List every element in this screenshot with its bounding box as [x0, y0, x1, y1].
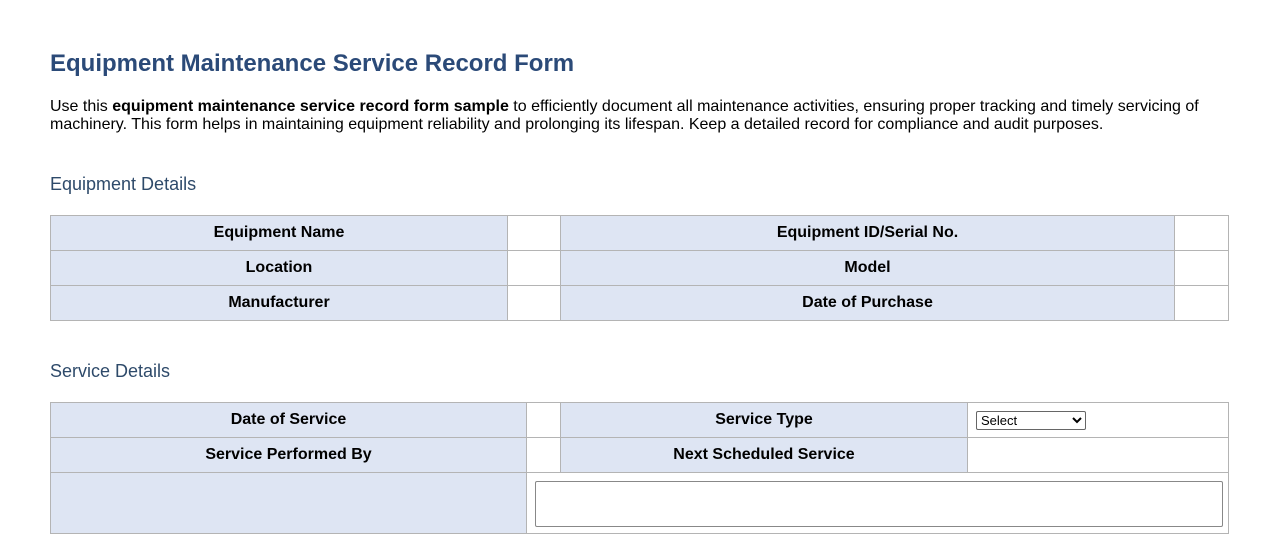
date-of-service-label: Date of Service	[51, 403, 527, 438]
service-performed-by-label: Service Performed By	[51, 438, 527, 473]
intro-bold: equipment maintenance service record form sample	[112, 98, 509, 115]
service-details-table	[50, 402, 1229, 534]
date-of-purchase-field[interactable]	[1175, 286, 1229, 321]
service-type-select[interactable]	[976, 411, 1086, 430]
equipment-id-field[interactable]	[1175, 216, 1229, 251]
service-type-label: Service Type	[561, 403, 968, 438]
equipment-details-table	[50, 215, 1229, 321]
manufacturer-field[interactable]	[508, 286, 561, 321]
next-scheduled-service-field[interactable]	[968, 438, 1229, 473]
service-type-cell	[968, 403, 1229, 438]
description-label	[51, 473, 527, 534]
intro-text	[50, 98, 1228, 134]
model-field[interactable]	[1175, 251, 1229, 286]
table-row	[51, 403, 1229, 438]
date-of-purchase-label: Date of Purchase	[561, 286, 1175, 321]
table-row	[51, 216, 1229, 251]
intro-suffix: to efficiently document all maintenance activities, ensuring proper tracking and timely servicing of machinery. This form helps in maintaining equipment reliability and prolonging its lifespan. Keep a detailed record for compliance and audit purposes.	[50, 98, 1199, 133]
table-row	[51, 438, 1229, 473]
table-row	[51, 473, 1229, 534]
table-row	[51, 286, 1229, 321]
table-row	[51, 251, 1229, 286]
manufacturer-label: Manufacturer	[51, 286, 508, 321]
model-label: Model	[561, 251, 1175, 286]
next-scheduled-service-label: Next Scheduled Service	[561, 438, 968, 473]
equipment-id-label: Equipment ID/Serial No.	[561, 216, 1175, 251]
service-performed-by-field[interactable]	[527, 438, 561, 473]
equipment-name-field[interactable]	[508, 216, 561, 251]
equipment-name-label: Equipment Name	[51, 216, 508, 251]
description-textarea[interactable]	[535, 481, 1223, 527]
description-cell	[527, 473, 1229, 534]
intro-prefix: Use this	[50, 98, 113, 115]
location-label: Location	[51, 251, 508, 286]
location-field[interactable]	[508, 251, 561, 286]
service-details-heading: Service Details	[50, 361, 171, 381]
page-title: Equipment Maintenance Service Record Form	[50, 50, 575, 77]
date-of-service-field[interactable]	[527, 403, 561, 438]
equipment-details-heading: Equipment Details	[50, 174, 197, 194]
